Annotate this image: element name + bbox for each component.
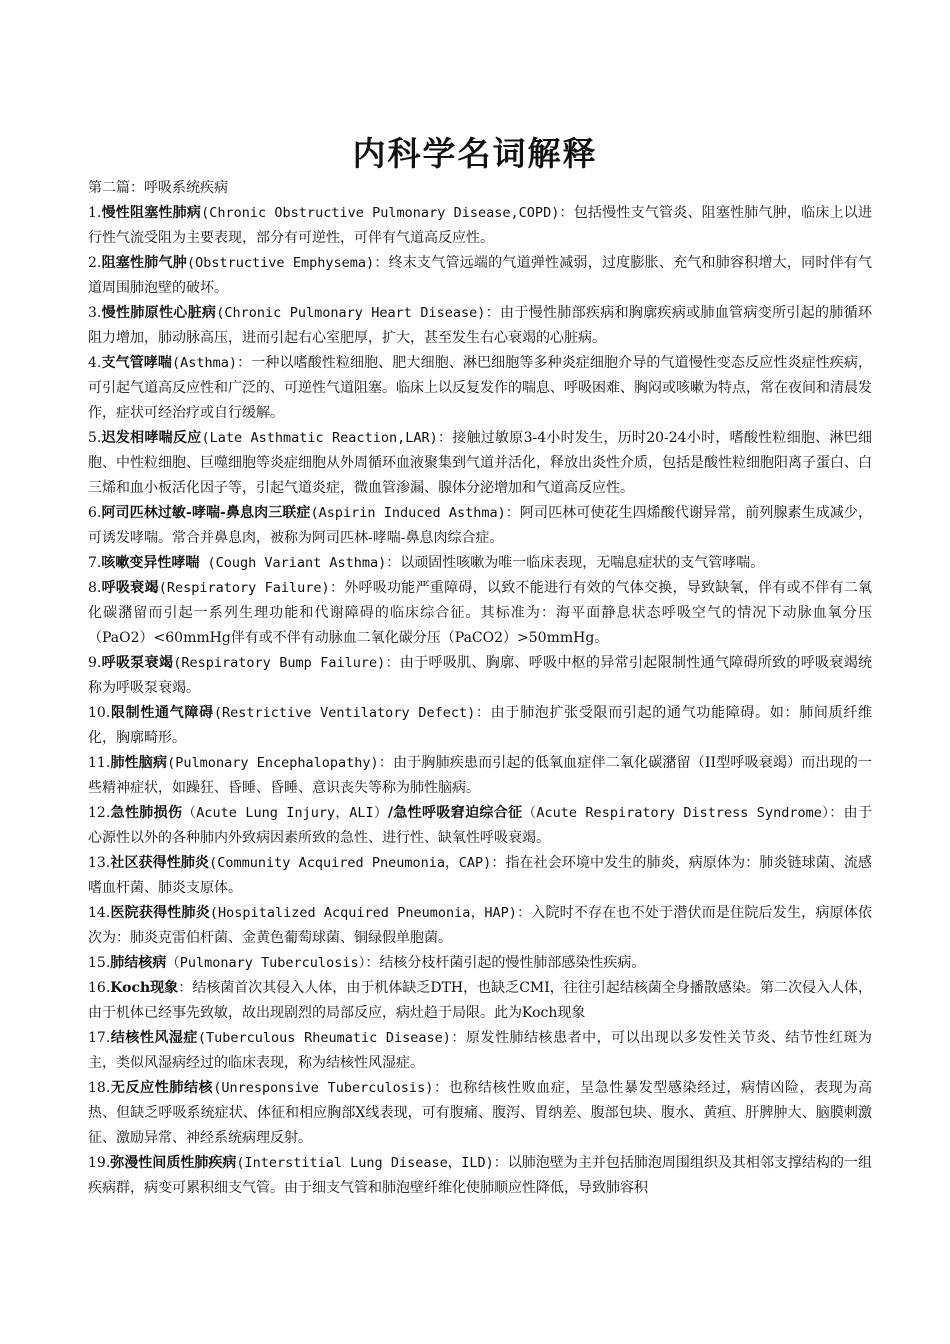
entry-definition: ：由于胸肺疾患而引起的低氧血症伴二氧化碳潴留（II型呼吸衰竭）而出现的一些精神症状，如躁狂、昏睡、昏睡、意识丧失等称为肺性脑病。	[88, 755, 872, 796]
entry-number: 13.	[88, 855, 111, 871]
entry-definition: ：结核菌首次其侵入人体，由于机体缺乏DTH，也缺乏CMI，往往引起结核菌全身播散感染。第二次侵入人体，由于机体已经事先致敏，故出现剧烈的局部反应，病灶趋于局限。此为Koch现象	[88, 980, 872, 1021]
list-item	[88, 426, 872, 501]
entry-english-term: (Late Asthmatic Reaction,LAR)	[201, 430, 438, 446]
entry-definition: ：由于心源性以外的各种肺内外致病因素所致的急性、进行性、缺氧性呼吸衰竭。	[88, 805, 872, 846]
entry-number: 17.	[88, 1030, 111, 1046]
list-item	[88, 1151, 872, 1201]
entry-number: 2.	[88, 255, 102, 271]
entry-number: 7.	[88, 555, 102, 571]
entry-english-term: (Chronic Obstructive Pulmonary Disease,COPD)	[201, 205, 560, 221]
entry-number: 5.	[88, 430, 102, 446]
entry-definition: ：以肺泡壁为主并包括肺泡周围组织及其相邻支撑结构的一组疾病群，病变可累积细支气管。由于细支气管和肺泡壁纤维化使肺顺应性降低，导致肺容积	[88, 1155, 873, 1196]
entry-definition: ：原发性肺结核患者中，可以出现以多发性关节炎、结节性红斑为主，类似风湿病经过的临床表现，称为结核性风湿症。	[88, 1030, 872, 1071]
entry-term: 无反应性肺结核	[110, 1080, 214, 1096]
entry-term: 呼吸泵衰竭	[101, 655, 174, 671]
entry-english-term: (Aspirin Induced Asthma)	[310, 505, 506, 521]
entry-term: 迟发相哮喘反应	[101, 430, 202, 446]
section-heading: 第二篇：呼吸系统疾病	[88, 180, 228, 196]
entry-term: 阻塞性肺气肿	[101, 255, 187, 271]
document-body	[88, 176, 872, 1201]
entry-term: 肺结核病	[110, 955, 167, 971]
entry-english-term: (Unresponsive Tuberculosis)	[213, 1080, 434, 1096]
entry-english-term-secondary: （Acute Respiratory Distress Syndrome）	[522, 805, 830, 821]
entry-term: 慢性肺原性心脏病	[101, 305, 217, 321]
entry-english-term: (Chronic Pulmonary Heart Disease)	[216, 305, 486, 321]
entry-term: 呼吸衰竭	[101, 580, 159, 596]
entry-english-term: (Respiratory Bump Failure)	[173, 655, 386, 671]
entry-english-term: (Hospitalized Acquired Pneumonia，HAP)	[209, 905, 517, 921]
entry-english-term: (Tuberculous Rheumatic Disease)	[197, 1030, 451, 1046]
entry-number: 15.	[88, 955, 111, 971]
entry-number: 12.	[88, 805, 111, 821]
entry-number: 14.	[88, 905, 111, 921]
list-item	[88, 901, 872, 951]
entry-term: 咳嗽变异性哮喘	[101, 555, 200, 571]
entry-term: 支气管哮喘	[101, 355, 173, 371]
list-item	[88, 301, 872, 351]
entry-definition: ：一种以嗜酸性粒细胞、肥大细胞、淋巴细胞等多种炎症细胞介导的气道慢性变态反应性炎症性疾病，可引起气道高反应性和广泛的、可逆性气道阻塞。临床上以反复发作的喘息、呼吸困难、胸闷或咳嗽为特点，常在夜间和清晨发作，症状可经治疗或自行缓解。	[88, 355, 873, 421]
list-item	[88, 551, 872, 576]
list-item	[88, 951, 872, 976]
entry-english-term: (Community Acquired Pneumonia，CAP)	[209, 855, 492, 871]
entry-english-term: （Pulmonary Tuberculosis）	[166, 955, 366, 971]
entry-number: 1.	[88, 205, 102, 221]
entry-term: 医院获得性肺炎	[110, 905, 210, 921]
entry-list	[88, 201, 872, 1201]
entry-english-term: (Cough Variant Asthma)	[199, 555, 387, 571]
list-item	[88, 651, 872, 701]
list-item	[88, 976, 872, 1026]
entry-english-term: （Acute Lung Injury，ALI）	[182, 805, 388, 821]
entry-term: 限制性通气障碍	[110, 705, 214, 721]
entry-definition: ：以顽固性咳嗽为唯一临床表现，无喘息症状的支气管哮喘。	[386, 555, 765, 571]
entry-english-term: (Asthma)	[172, 355, 238, 371]
entry-definition: ：入院时不存在也不处于潜伏而是住院后发生，病原体依次为：肺炎克雷伯杆菌、金黄色葡萄球菌、铜绿假单胞菌。	[88, 905, 872, 946]
entry-term: 阿司匹林过敏-哮喘-鼻息肉三联症	[101, 505, 311, 521]
list-item	[88, 501, 872, 551]
entry-term: 急性肺损伤	[110, 805, 183, 821]
entry-definition: ：终末支气管远端的气道弹性减弱，过度膨胀、充气和肺容积增大，同时伴有气道周围肺泡壁的破坏。	[88, 255, 873, 296]
entry-term: 社区获得性肺炎	[110, 855, 210, 871]
entry-number: 11.	[88, 755, 111, 771]
list-item	[88, 576, 872, 651]
entry-definition: ：结核分枝杆菌引起的慢性肺部感染性疾病。	[365, 955, 646, 971]
entry-term-secondary: /急性呼吸窘迫综合征	[387, 805, 523, 821]
entry-number: 4.	[88, 355, 102, 371]
list-item	[88, 201, 872, 251]
entry-definition: ：阿司匹林可使花生四烯酸代谢异常，前列腺素生成减少，可诱发哮喘。常合并鼻息肉，被称为阿司匹林-哮喘-鼻息肉综合症。	[88, 505, 872, 546]
list-item	[88, 1076, 872, 1151]
list-item	[88, 1026, 872, 1076]
list-item	[88, 351, 872, 426]
entry-term: 结核性风湿症	[110, 1030, 198, 1046]
entry-english-term: (Interstitial Lung Disease，ILD)	[236, 1155, 494, 1171]
entry-definition: ：接触过敏原3-4小时发生，历时20-24小时，嗜酸性粒细胞、淋巴细胞、中性粒细胞、巨噬细胞等炎症细胞从外周循环血液聚集到气道并活化，释放出炎性介质，包括是酸性粒细胞阳离子蛋白、白三烯和血小板活化因子等，引起气道炎症，微血管渗漏、腺体分泌增加和气道高反应性。	[88, 430, 873, 496]
entry-number: 10.	[88, 705, 111, 721]
list-item	[88, 751, 872, 801]
entry-term: 肺性脑病	[110, 755, 168, 771]
entry-number: 9.	[88, 655, 102, 671]
entry-english-term: (Obstructive Emphysema)	[186, 255, 375, 271]
entry-english-term: (Pulmonary Encephalopathy)	[167, 755, 379, 771]
entry-number: 19.	[88, 1155, 111, 1171]
entry-number: 8.	[88, 580, 102, 596]
entry-number: 18.	[88, 1080, 111, 1096]
entry-term: Koch现象	[110, 980, 179, 996]
entry-definition: ：也称结核性败血症，呈急性暴发型感染经过，病情凶险，表现为高热、但缺乏呼吸系统症状、体征和相应胸部X线表现，可有腹痛、腹泻、胃纳差、腹部包块、腹水、黄疸、肝脾肿大、脑膜刺激征、激励异常、神经系统病理反射。	[88, 1080, 873, 1146]
entry-term: 慢性阻塞性肺病	[101, 205, 202, 221]
entry-english-term: (Respiratory Failure)	[158, 580, 330, 596]
entry-definition: ：包括慢性支气管炎、阻塞性肺气肿，临床上以进行性气流受阻为主要表现，部分有可逆性，可伴有气道高反应性。	[88, 205, 873, 246]
entry-number: 6.	[88, 505, 102, 521]
list-item	[88, 251, 872, 301]
entry-definition: ：由于呼吸肌、胸廓、呼吸中枢的异常引起限制性通气障碍所致的呼吸衰竭统称为呼吸泵衰竭。	[88, 655, 873, 696]
list-item	[88, 701, 872, 751]
entry-definition: ：由于慢性肺部疾病和胸廓疾病或肺血管病变所引起的肺循环阻力增加，肺动脉高压，进而引起右心室肥厚，扩大，甚至发生右心衰竭的心脏病。	[88, 305, 873, 346]
entry-number: 3.	[88, 305, 102, 321]
page-title: 内科学名词解释	[352, 134, 598, 173]
entry-number: 16.	[88, 980, 111, 996]
entry-term: 弥漫性间质性肺疾病	[110, 1155, 237, 1171]
list-item	[88, 801, 872, 851]
list-item	[88, 851, 872, 901]
entry-definition: ：外呼吸功能严重障碍，以致不能进行有效的气体交换，导致缺氧，伴有或不伴有二氧化碳潴留而引起一系列生理功能和代谢障碍的临床综合征。其标准为：海平面静息状态呼吸空气的情况下动脉血氧分压（PaO2）<60mmHg伴有或不伴有动脉血二氧化碳分压（PaCO2）>50mmHg。	[88, 580, 872, 646]
entry-english-term: (Restrictive Ventilatory Defect)	[213, 705, 476, 721]
entry-definition: ：指在社会环境中发生的肺炎，病原体为：肺炎链球菌、流感嗜血杆菌、肺炎支原体。	[88, 855, 873, 896]
entry-definition: ：由于肺泡扩张受限而引起的通气功能障碍。如：肺间质纤维化，胸廓畸形。	[88, 705, 873, 746]
